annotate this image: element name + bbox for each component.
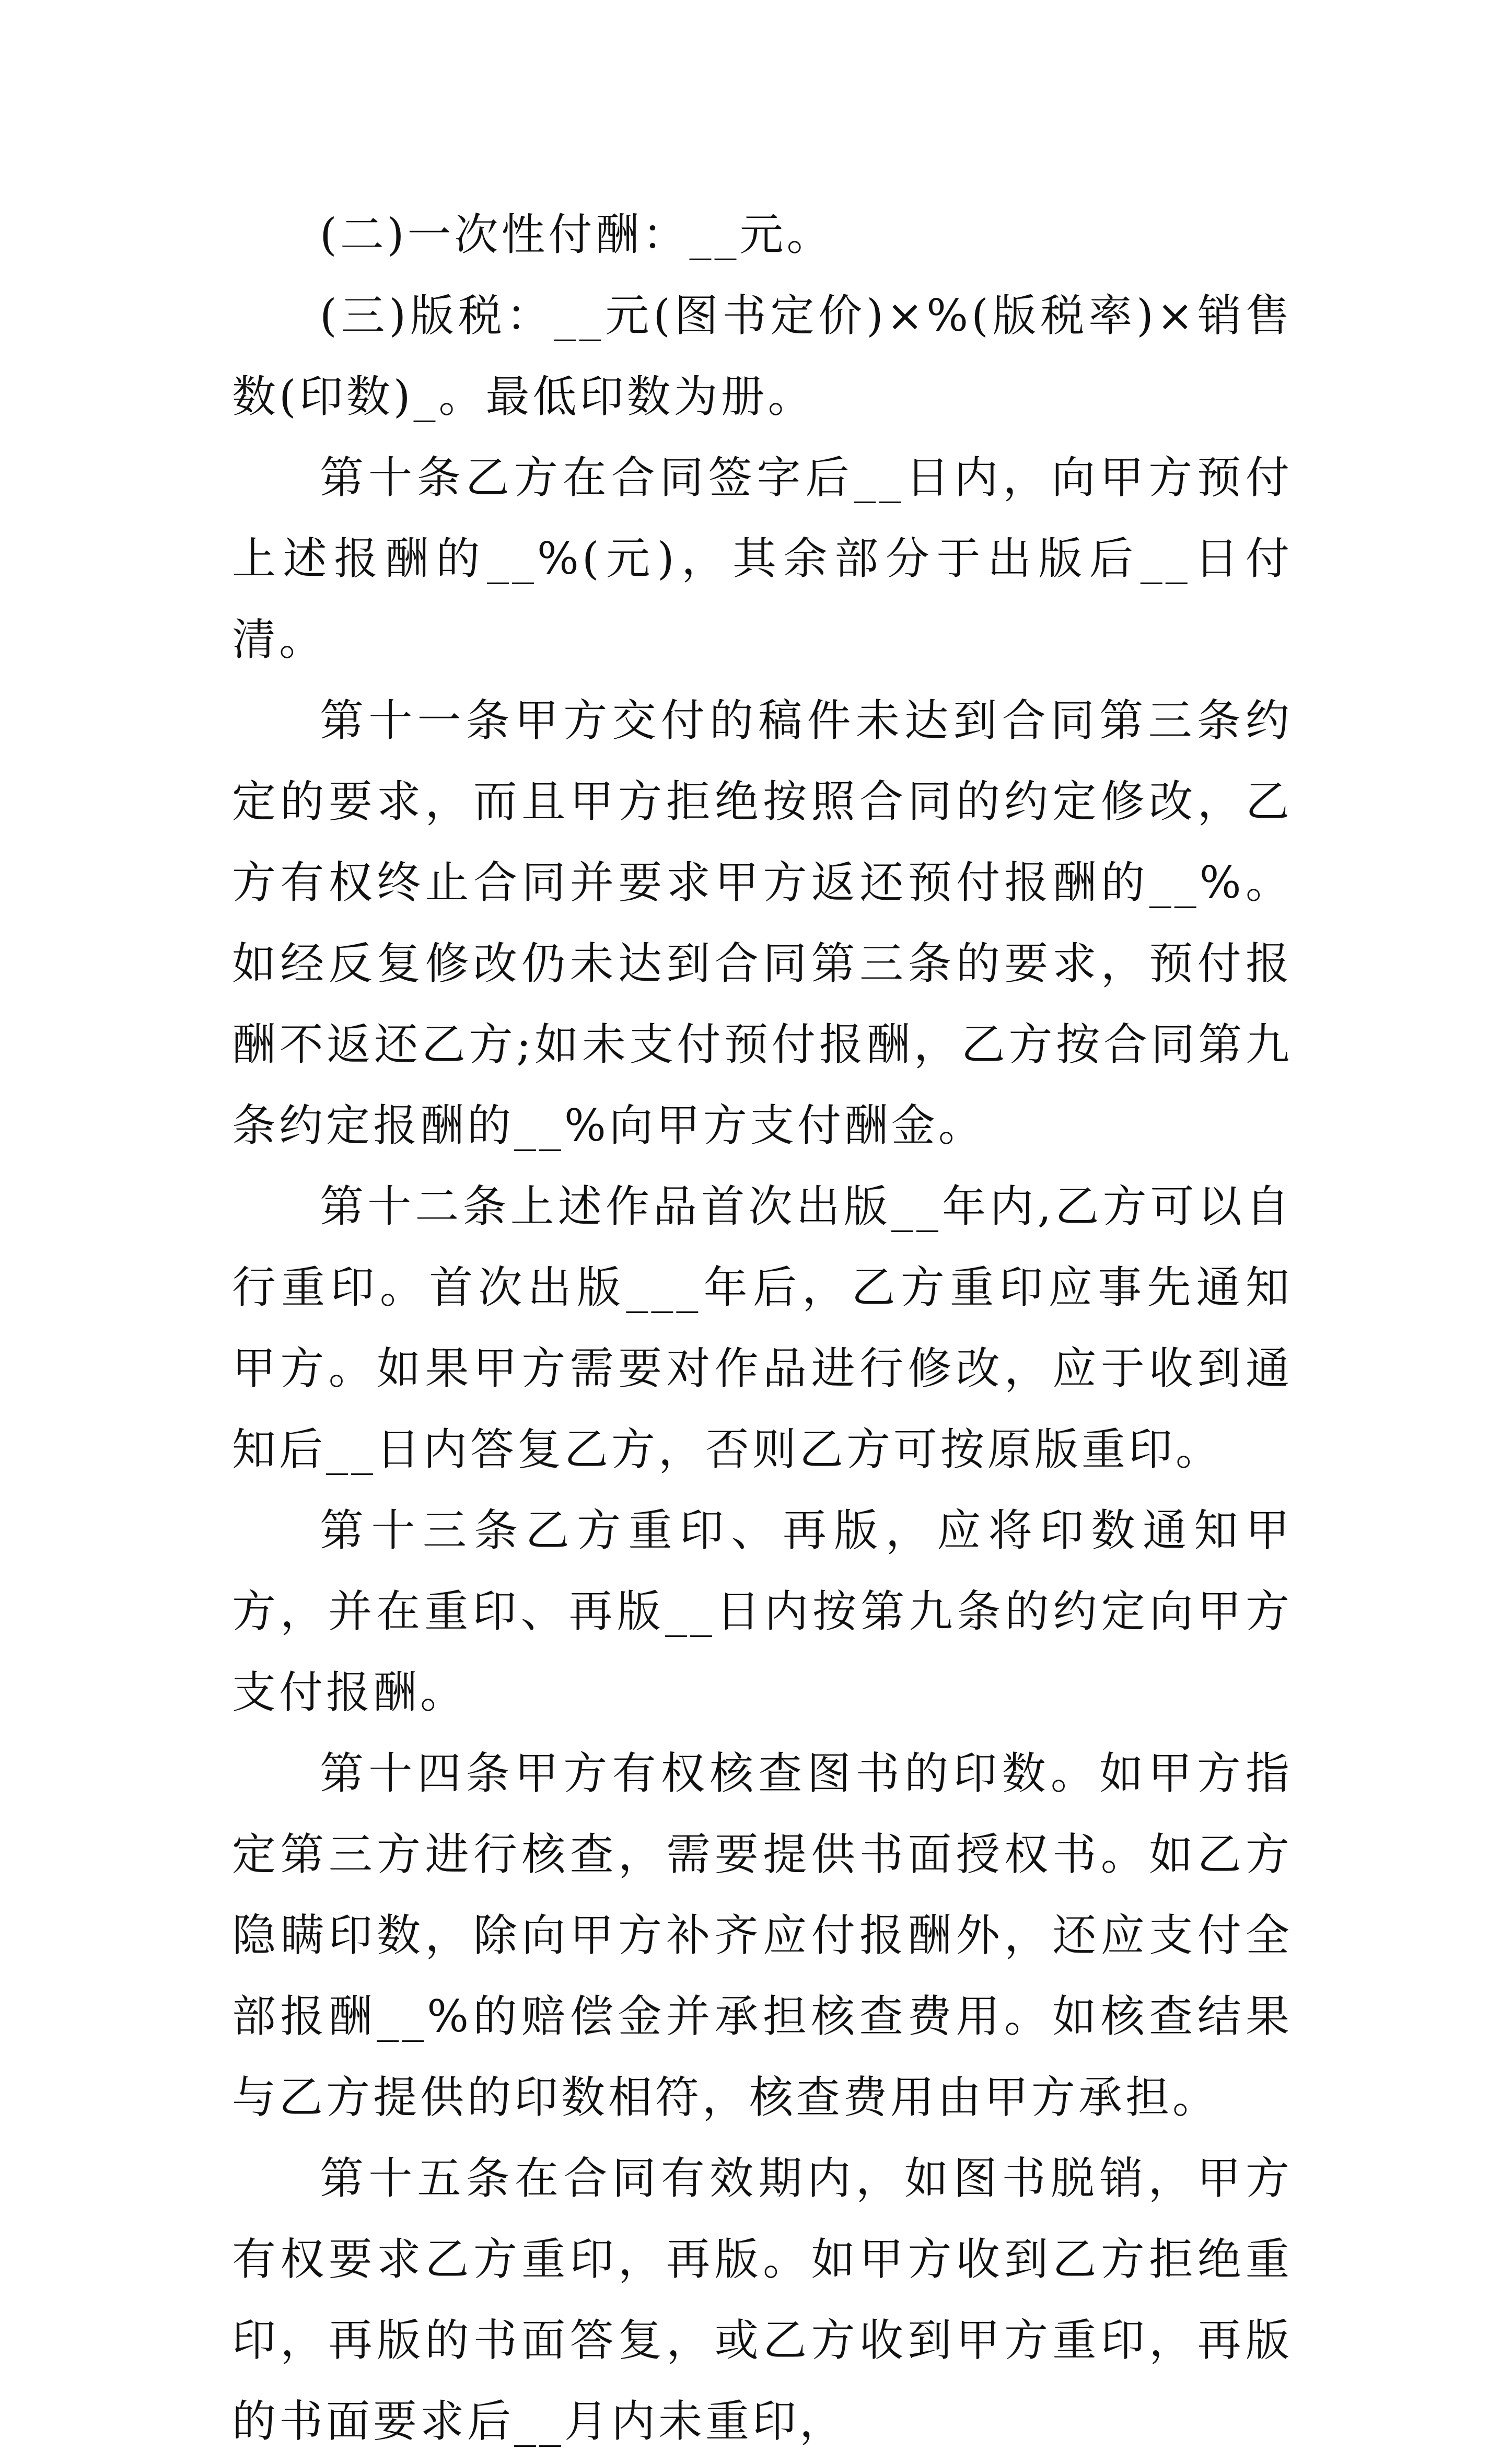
paragraph-article-12: 第十二条上述作品首次出版__年内,乙方可以自行重印。首次出版___年后，乙方重印应事先通知甲方。如果甲方需要对作品进行修改，应于收到通知后__日内答复乙方，否则乙方可按原版重印。 [232,1181,1293,1475]
paragraph-lump-sum-payment: (二)一次性付酬：__元。 [320,209,834,260]
paragraph-article-15: 第十五条在合同有效期内，如图书脱销，甲方有权要求乙方重印，再版。如甲方收到乙方拒绝重印，再版的书面答复，或乙方收到甲方重印，再版的书面要求后__月内未重印， [232,2153,1293,2447]
paragraph-article-10: 第十条乙方在合同签字后__日内，向甲方预付上述报酬的__%(元)，其余部分于出版后__日付清。 [232,452,1293,665]
paragraph-royalty: (三)版税：__元(图书定价)×%(版税率)×销售数(印数)_。最低印数为册。 [232,290,1293,422]
paragraph-article-13: 第十三条乙方重印、再版，应将印数通知甲方，并在重印、再版__日内按第九条的约定向甲方支付报酬。 [232,1505,1293,1718]
paragraph-article-14: 第十四条甲方有权核查图书的印数。如甲方指定第三方进行核查，需要提供书面授权书。如乙方隐瞒印数，除向甲方补齐应付报酬外，还应支付全部报酬__%的赔偿金并承担核查费用。如核查结果与乙方提供的印数相符，核查费用由甲方承担。 [232,1748,1293,2123]
document-body [232,194,1293,2462]
paragraph-article-11: 第十一条甲方交付的稿件未达到合同第三条约定的要求，而且甲方拒绝按照合同的约定修改，乙方有权终止合同并要求甲方返还预付报酬的__%。如经反复修改仍未达到合同第三条的要求，预付报酬不返还乙方;如未支付预付报酬，乙方按合同第九条约定报酬的__%向甲方支付酬金。 [232,695,1293,1151]
